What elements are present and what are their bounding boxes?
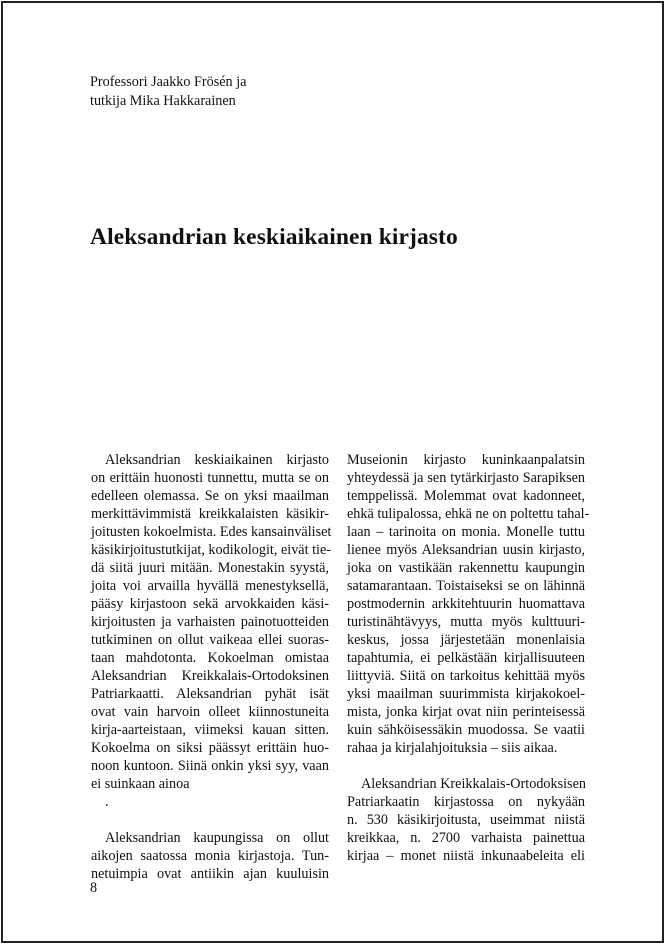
left-text-column <box>91 451 332 883</box>
page-number: 8 <box>90 880 98 896</box>
text-line: dä siitä juuri mitään. Monestakin syystä, <box>91 560 329 576</box>
text-line: n. 530 käsikirjoitusta, useimmat niistä <box>347 812 585 828</box>
text-line: tutkiminen on ollut vaikeaa ellei suoras- <box>91 632 329 648</box>
text-line: Aleksandrian keskiaikainen kirjasto <box>105 452 329 468</box>
text-line: lienee myös Aleksandrian uusin kirjasto, <box>347 542 585 558</box>
text-line: ovat vain harvoin olleet kiinnostuneita <box>91 704 329 720</box>
text-line: turistinähtävyys, mutta myös kulttuuri- <box>347 614 585 630</box>
paragraph-gap <box>347 757 585 775</box>
author-line: Professori Jaakko Frösén ja <box>90 74 247 90</box>
text-line: Aleksandrian kaupungissa on ollut <box>105 830 329 846</box>
article-title: Aleksandrian keskiaikainen kirjasto <box>90 224 458 250</box>
text-line: kirjaa – monet niistä inkunaabeleita eli <box>347 848 585 864</box>
text-line: kirja-aarteistaan, viimeksi kauan sitten. <box>91 722 329 738</box>
paragraph-gap <box>91 811 329 829</box>
text-line: Aleksandrian Kreikkalais-Ortodoksinen <box>91 668 329 684</box>
text-line: kirjoitusten ja varhaisten painotuotteiden <box>91 614 329 630</box>
text-line: kreikkaa, n. 2700 varhaista painettua <box>347 830 585 846</box>
text-line: kuin sähköisessäkin muodossa. Se vaatii <box>347 722 585 738</box>
text-line: rahaa ja kirjalahjoituksia – siis aikaa. <box>347 740 558 756</box>
text-line: joita voi arvailla hyvällä menestyksellä, <box>91 578 329 594</box>
text-line: . <box>105 794 109 810</box>
text-line: Patriarkaatti. Aleksandrian pyhät isät <box>91 686 329 702</box>
author-byline <box>90 73 246 111</box>
text-line: noon kuntoon. Siinä onkin yksi syy, vaan <box>91 758 329 774</box>
text-line: yhteydessä ja sen tytärkirjasto Sarapiksen <box>347 470 585 486</box>
text-line: laan – tarinoita on monia. Monelle tuttu <box>347 524 585 540</box>
document-page <box>1 1 664 943</box>
text-line: temppelissä. Molemmat ovat kadonneet, <box>347 488 585 504</box>
text-line: Aleksandrian Kreikkalais-Ortodoksisen <box>361 776 586 792</box>
text-line: Patriarkaatin kirjastossa on nykyään <box>347 794 585 810</box>
author-line: tutkija Mika Hakkarainen <box>90 93 236 109</box>
text-line: liittyviä. Siitä on tarkoitus kehittää myös <box>347 668 585 684</box>
text-line: edelleen olemassa. Se on yksi maailman <box>91 488 329 504</box>
text-line: netuimpia ovat antiikin ajan kuuluisin <box>91 866 329 882</box>
text-line: käsikirjoitustutkijat, kodikologit, eivät tie- <box>91 542 331 558</box>
text-line: tapahtumia, ei pelkästään kirjallisuuteen <box>347 650 585 666</box>
text-line: aikojen saatossa monia kirjastoja. Tun- <box>91 848 329 864</box>
text-line: merkittävimmistä kreikkalaisten käsikir- <box>91 506 329 522</box>
text-line: pääsy kirjastoon sekä arvokkaiden käsi- <box>91 596 329 612</box>
text-line: ehkä tulipalossa, ehkä ne on poltettu tahal- <box>347 506 590 522</box>
text-line: joitusten kokoelmista. Edes kansainväliset <box>91 524 332 540</box>
text-line: yksi maailman suurimmista kirjakokoel- <box>347 686 585 702</box>
text-line: Kokoelma on siksi päässyt erittäin huo- <box>91 740 329 756</box>
text-line: keskus, jossa järjestetään monenlaisia <box>347 632 585 648</box>
text-line: taan mahdotonta. Kokoelman omistaa <box>91 650 329 666</box>
text-line: mista, jonka kirjat ovat niin perinteisessä <box>347 704 585 720</box>
text-line: joka on vastikään rakennettu kaupungin <box>347 560 585 576</box>
text-line: satamarantaan. Toistaiseksi se on lähinnä <box>347 578 585 594</box>
right-text-column <box>347 451 590 865</box>
text-line: Museionin kirjasto kuninkaanpalatsin <box>347 452 585 468</box>
text-line: postmodernin arkkitehtuurin huomattava <box>347 596 585 612</box>
text-line: ei suinkaan ainoa <box>91 776 190 792</box>
text-line: on erittäin huonosti tunnettu, mutta se on <box>91 470 329 486</box>
